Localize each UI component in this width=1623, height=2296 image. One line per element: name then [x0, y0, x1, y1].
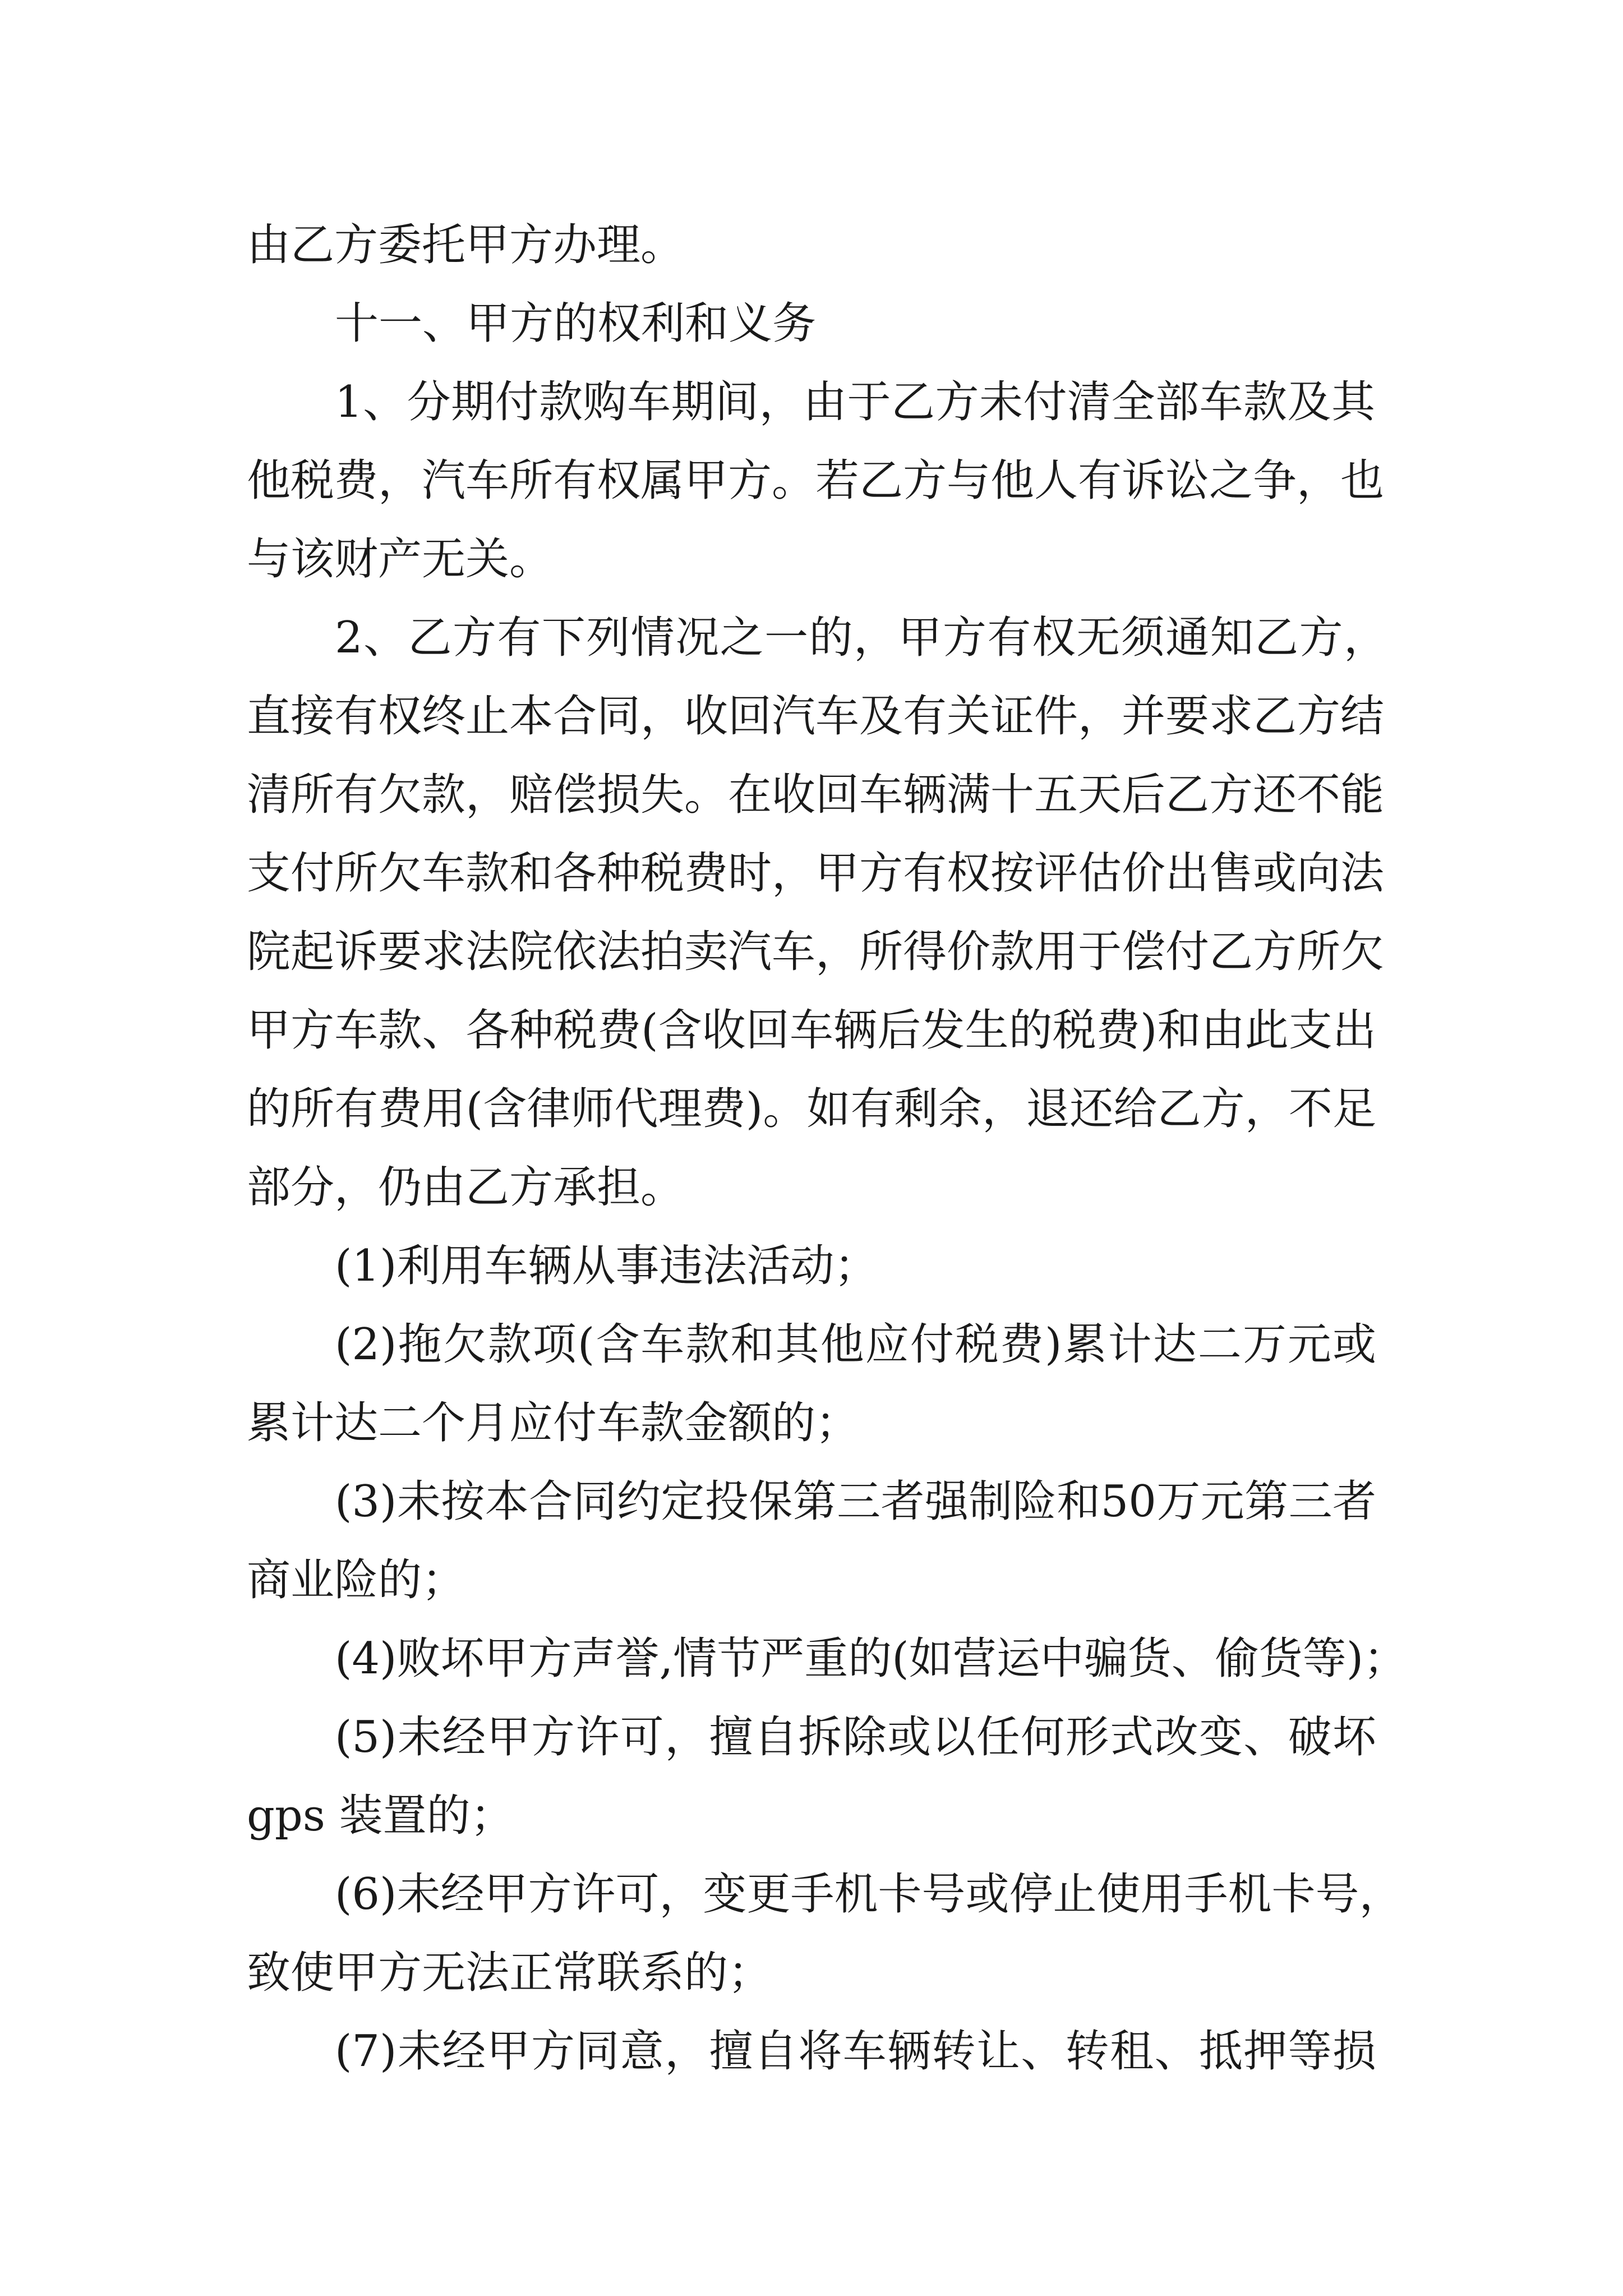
- text-line-10: 院起诉要求法院依法拍卖汽车，所得价款用于偿付乙方所欠: [247, 927, 1385, 977]
- text-line-12: 的所有费用(含律师代理费)。如有剩余，退还给乙方，不足: [247, 1084, 1376, 1134]
- text-line-9: 支付所欠车款和各种税费时，甲方有权按评估价出售或向法: [247, 848, 1385, 899]
- section-heading: 十一、甲方的权利和义务: [335, 298, 817, 349]
- list-item-2-continued: 累计达二个月应付车款金额的；: [247, 1398, 860, 1448]
- list-item-2: (2)拖欠款项(含车款和其他应付税费)累计达二万元或: [335, 1319, 1376, 1370]
- list-item-3: (3)未按本合同约定投保第三者强制险和50万元第三者: [335, 1476, 1376, 1527]
- list-item-7: (7)未经甲方同意，擅自将车辆转让、转租、抵押等损: [335, 2026, 1376, 2077]
- list-item-1: (1)利用车辆从事违法活动；: [335, 1241, 878, 1291]
- list-item-5-continued: gps 装置的；: [247, 1791, 514, 1841]
- text-line-13: 部分，仍由乙方承担。: [247, 1162, 685, 1213]
- text-line-11: 甲方车款、各种税费(含收回车辆后发生的税费)和由此支出: [247, 1005, 1376, 1056]
- text-line-5: 与该财产无关。: [247, 534, 554, 585]
- text-line-1: 由乙方委托甲方办理。: [247, 220, 685, 270]
- list-item-3-continued: 商业险的；: [247, 1555, 466, 1605]
- text-line-3: 1、分期付款购车期间，由于乙方未付清全部车款及其: [335, 377, 1375, 427]
- list-item-6-continued: 致使甲方无法正常联系的；: [247, 1948, 772, 1998]
- text-line-4: 他税费，汽车所有权属甲方。若乙方与他人有诉讼之争，也: [247, 455, 1385, 506]
- list-item-5: (5)未经甲方许可，擅自拆除或以任何形式改变、破坏: [335, 1712, 1376, 1763]
- text-line-7: 直接有权终止本合同，收回汽车及有关证件，并要求乙方结: [247, 691, 1385, 742]
- text-line-6: 2、乙方有下列情况之一的，甲方有权无须通知乙方，: [335, 613, 1387, 663]
- list-item-4: (4)败坏甲方声誉,情节严重的(如营运中骗货、偷货等)；: [335, 1634, 1408, 1684]
- text-line-8: 清所有欠款，赔偿损失。在收回车辆满十五天后乙方还不能: [247, 770, 1385, 820]
- list-item-6: (6)未经甲方许可，变更手机卡号或停止使用手机卡号，: [335, 1869, 1403, 1920]
